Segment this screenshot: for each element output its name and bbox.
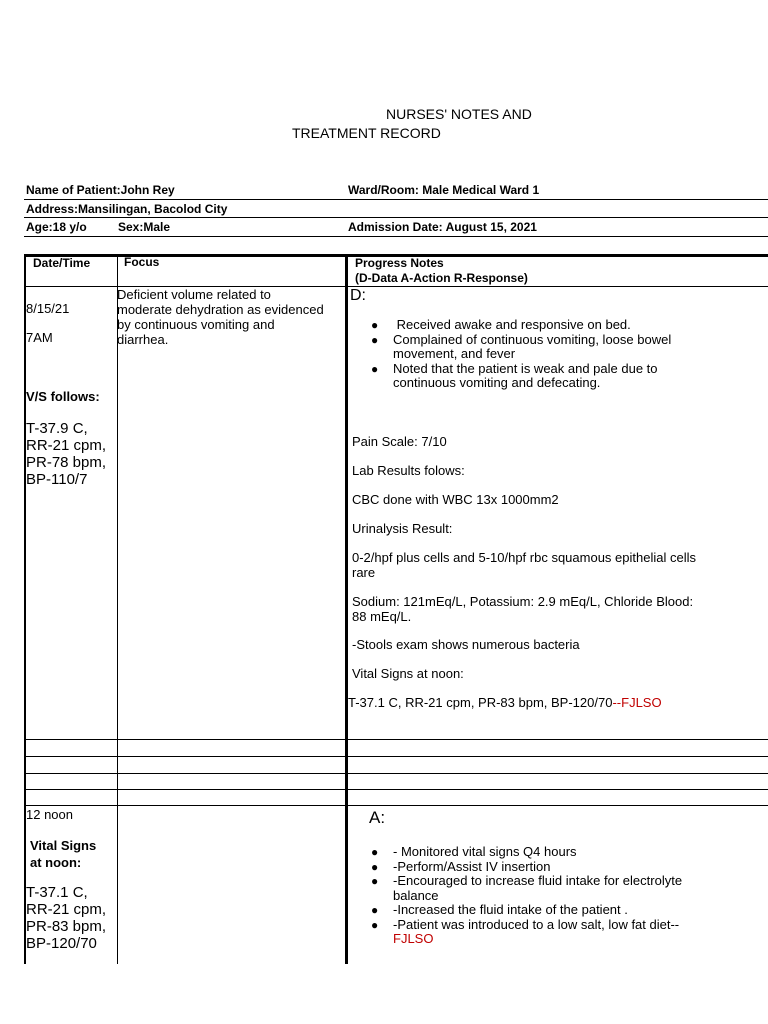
vital-sign: PR-83 bpm, (26, 918, 107, 935)
entry2-time: 12 noon (26, 807, 73, 822)
entry2-vs-label-line2: at noon: (30, 855, 82, 870)
nurse-signature: FJLSO (621, 695, 662, 710)
vital-sign: PR-78 bpm, (26, 454, 107, 471)
entry2-vitals (26, 884, 106, 952)
vital-sign: T-37.1 C, (26, 884, 88, 901)
divider (24, 217, 768, 218)
vital-sign: BP-110/7 (26, 471, 88, 488)
entry1-section-label: D: (350, 287, 366, 304)
list-item: ● -Increased the fluid intake of the patient . (371, 902, 628, 917)
ward-room: Ward/Room: Male Medical Ward 1 (348, 183, 540, 197)
entry1-focus: Deficient volume related to moderate dehydration as evidenced by continuous vomiting and diarrhea. (117, 287, 324, 347)
entry1-time: 7AM (26, 330, 53, 345)
header-date-time: Date/Time (33, 256, 91, 270)
electrolytes-result: Sodium: 121mEq/L, Potassium: 2.9 mEq/L, Chloride Blood: 88 mEq/L. (352, 594, 694, 624)
vitals-noon-label: Vital Signs at noon: (352, 666, 464, 681)
patient-name: Name of Patient:John Rey (26, 183, 175, 197)
list-item: ● -Perform/Assist IV insertion (371, 858, 551, 874)
pain-scale: Pain Scale: 7/10 (352, 434, 447, 449)
admission-date: Admission Date: August 15, 2021 (348, 220, 537, 234)
title-line-1: NURSES' NOTES AND (386, 106, 532, 122)
lab-results-label: Lab Results folows: (352, 463, 465, 478)
list-item: ● Complained of continuous vomiting, loose bowel movement, and fever (371, 331, 672, 361)
header-focus: Focus (124, 255, 160, 269)
vitals-noon-values: T-37.1 C, RR-21 cpm, PR-83 bpm, BP-120/70--FJLSO (348, 695, 662, 710)
entry2-bullet-list (368, 845, 728, 947)
entry1-vs-label: V/S follows: (26, 389, 100, 404)
vital-sign: T-37.9 C, (26, 420, 88, 437)
patient-sex: Sex:Male (118, 220, 171, 234)
stools-exam: -Stools exam shows numerous bacteria (352, 637, 580, 652)
urinalysis-label: Urinalysis Result: (352, 521, 453, 536)
list-item: ● - Monitored vital signs Q4 hours (371, 844, 577, 859)
cbc-result: CBC done with WBC 13x 1000mm2 (352, 492, 559, 507)
title-line-2: TREATMENT RECORD (292, 125, 441, 141)
patient-age: Age:18 y/o (26, 220, 87, 234)
divider (24, 199, 768, 200)
entry1-date: 8/15/21 (26, 301, 70, 316)
patient-address: Address:Mansilingan, Bacolod City (26, 202, 228, 216)
entry2-section-label: A: (369, 808, 386, 827)
vital-sign: RR-21 cpm, (26, 901, 107, 918)
header-progress-subtitle: (D-Data A-Action R-Response) (355, 271, 528, 285)
entry2-vs-label-line1: Vital Signs (30, 838, 97, 853)
list-item: ● -Patient was introduced to a low salt, low fat diet-- FJLSO (371, 916, 680, 946)
nurse-signature: FJLSO (393, 931, 434, 946)
vital-sign: RR-21 cpm, (26, 437, 107, 454)
entry1-vitals (26, 420, 106, 488)
header-progress-notes: Progress Notes (355, 256, 444, 270)
list-item: ● -Encouraged to increase fluid intake for electrolyte balance (371, 873, 683, 903)
urinalysis-detail: 0-2/hpf plus cells and 5-10/hpf rbc squamous epithelial cells rare (352, 550, 696, 580)
list-item: ● Received awake and responsive on bed. (371, 317, 631, 332)
list-item: ● Noted that the patient is weak and pale due to continuous vomiting and defecating. (371, 360, 658, 390)
vital-sign: BP-120/70 (26, 935, 97, 952)
entry1-bullet-list (368, 318, 758, 391)
divider (24, 236, 768, 237)
